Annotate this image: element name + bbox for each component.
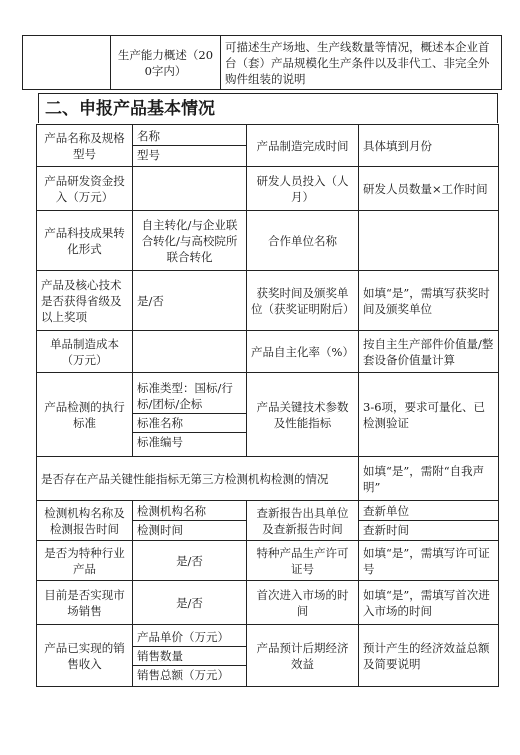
row-label-test-institution: 检测机构名称及检测报告时间 [37,501,133,541]
localization-rate-label: 产品自主化率（%） [247,331,359,373]
standard-name-field: 标准名称 [133,414,246,433]
product-model-field: 型号 [137,148,160,162]
manufacture-completion-time-hint: 具体填到月份 [359,125,499,167]
key-parameters-hint: 3-6项，要求可量化、已检测验证 [359,373,499,457]
special-industry-yes-no: 是/否 [133,541,247,581]
row-label-tech-transfer: 产品科技成果转化形式 [37,211,133,271]
product-name-field: 名称 [133,127,246,146]
row-label-awards: 产品及核心技术是否获得省级及以上奖项 [37,271,133,331]
sales-quantity-field: 销售数量 [133,647,246,666]
novelty-unit-field: 查新单位 [359,502,498,521]
sales-revenue-cell [133,625,247,687]
sales-total-field: 销售总额（万元） [137,667,229,682]
award-time-label: 获奖时间及颁奖单位（获奖证明附后） [247,271,359,331]
rd-personnel-label: 研发人员投入（人月） [247,167,359,211]
manufacture-completion-time-label: 产品制造完成时间 [247,125,359,167]
expected-benefit-hint: 预计产生的经济效益总额及简要说明 [359,625,499,687]
production-capacity-description: 可描述生产场地、生产线数量等情况，概述本企业首台（套）产品规模化生产条件以及非代工、非完全外购件组装的说明 [221,36,502,90]
test-time-field: 检测时间 [137,523,183,537]
empty-cell [23,36,111,90]
market-sales-yes-no: 是/否 [133,581,247,625]
product-info-table [36,124,499,687]
novelty-report-unit-label: 查新报告出具单位 [256,505,349,520]
award-time-hint: 如填“是”，需填写获奖时间及颁奖单位 [359,271,499,331]
test-institution-name-field: 检测机构名称 [133,502,246,521]
row-label-rd-funding: 产品研发资金投入（万元） [37,167,133,211]
partner-unit-value [359,211,499,271]
section-title: 二、申报产品基本情况 [38,93,498,123]
first-market-time-label: 首次进入市场的时间 [247,581,359,625]
rd-funding-value [133,167,247,211]
row-label-sales-revenue: 产品已实现的销售收入 [37,625,133,687]
awards-yes-no: 是/否 [133,271,247,331]
rd-personnel-hint: 研发人员数量×工作时间 [359,167,499,211]
unit-price-field: 产品单价（万元） [133,628,246,647]
test-institution-cell [133,501,247,541]
row-label-market-sales: 目前是否实现市场销售 [37,581,133,625]
license-number-label: 特种产品生产许可证号 [247,541,359,581]
third-party-test-hint: 如填“是”，需附“自我声明” [359,457,499,501]
unit-cost-value [133,331,247,373]
product-name-model-cell [133,125,247,167]
row-label-standards: 产品检测的执行标准 [37,373,133,457]
novelty-report-label [247,501,359,541]
row-label-product-name: 产品名称及规格型号 [37,125,133,167]
production-capacity-table [22,35,502,90]
tech-transfer-options: 自主转化/与企业联合转化/与高校院所联合转化 [133,211,247,271]
key-parameters-label: 产品关键技术参数及性能指标 [247,373,359,457]
license-number-hint: 如填“是”，需填写许可证号 [359,541,499,581]
production-capacity-label: 生产能力概述（200字内） [111,36,221,90]
novelty-report-time-label: 及查新报告时间 [262,521,343,536]
standard-number-field: 标准编号 [137,434,183,449]
expected-benefit-label: 产品预计后期经济效益 [247,625,359,687]
standard-type-field: 标准类型：国标/行标/团标/企标 [133,379,246,414]
localization-rate-hint: 按自主生产部件价值量/整套设备价值量计算 [359,331,499,373]
first-market-time-hint: 如填“是”，需填写首次进入市场的时间 [359,581,499,625]
row-label-third-party-test: 是否存在产品关键性能指标无第三方检测机构检测的情况 [37,457,359,501]
novelty-report-cell [359,501,499,541]
row-label-special-industry: 是否为特种行业产品 [37,541,133,581]
novelty-time-field: 查新时间 [363,523,409,537]
row-label-unit-cost: 单品制造成本（万元） [37,331,133,373]
partner-unit-label: 合作单位名称 [247,211,359,271]
standards-cell [133,373,247,457]
